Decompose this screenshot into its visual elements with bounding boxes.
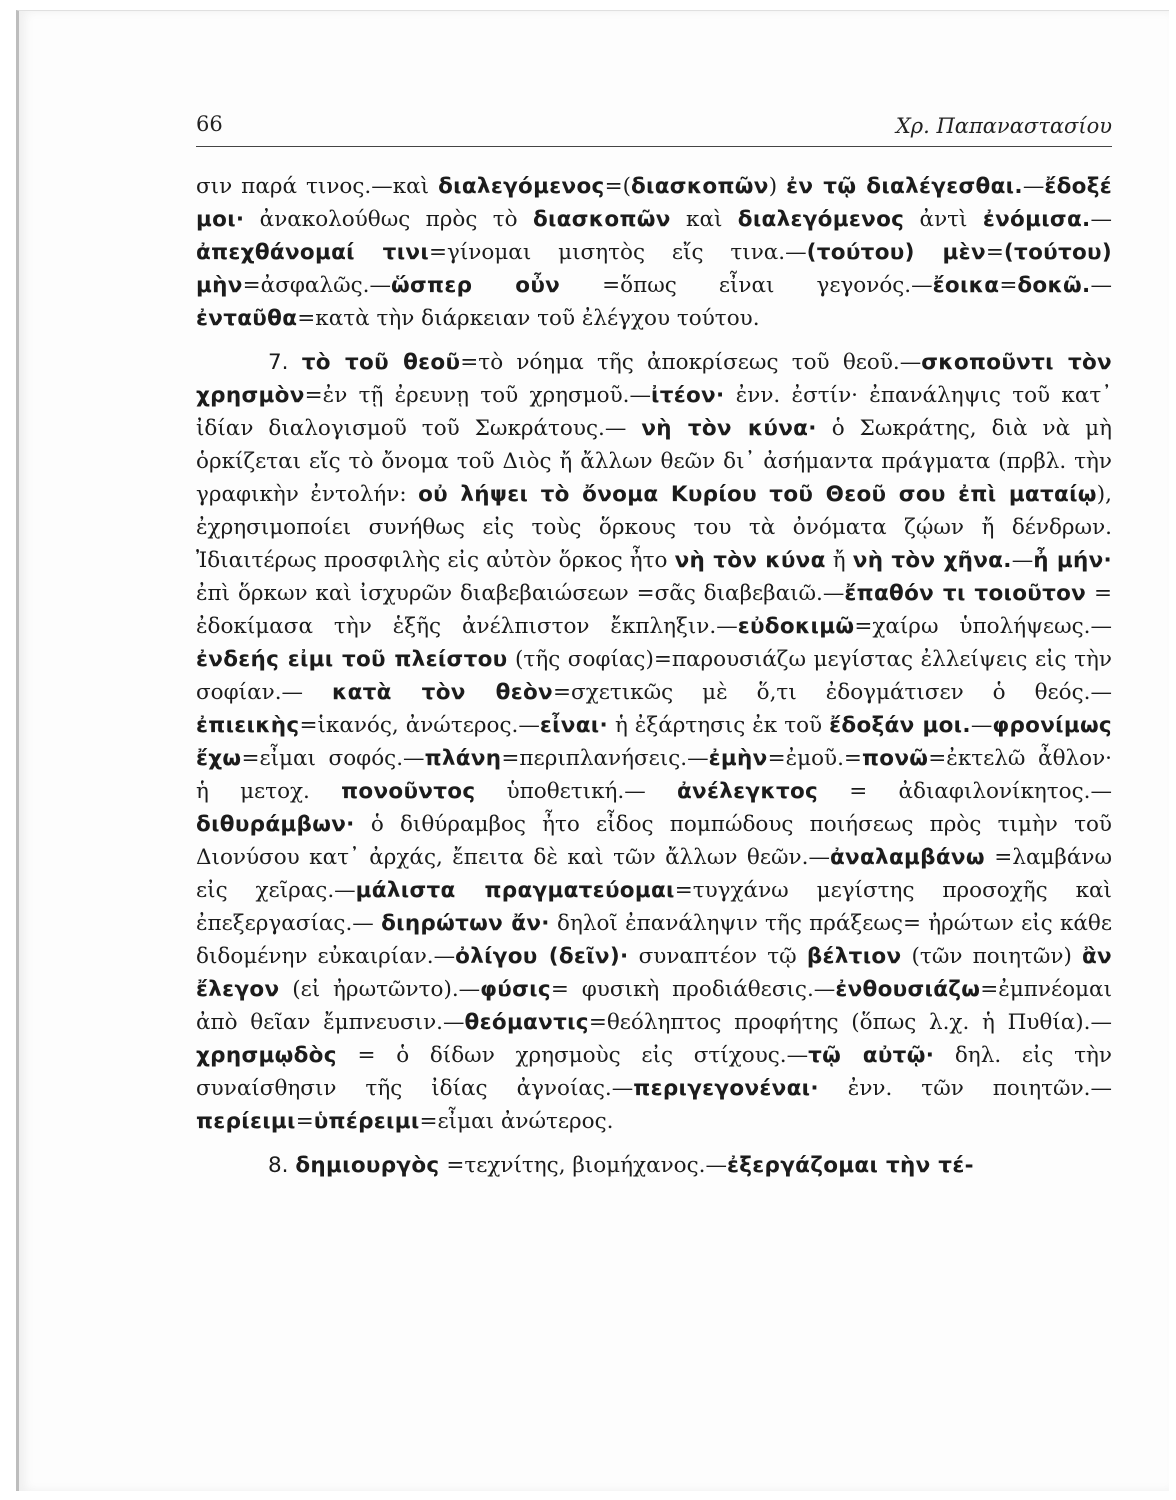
lemma: βέλτιον: [806, 944, 902, 969]
commentary: =τεχνίτης, βιομήχανος.—: [439, 1153, 727, 1178]
lemma: χρησμῳδὸς: [196, 1043, 337, 1068]
lemma: ἐνταῦθα: [196, 306, 298, 331]
lemma: νὴ τὸν χῆνα.: [852, 548, 1012, 573]
lemma: ἦ μήν·: [1033, 548, 1112, 573]
commentary: δηλ. εἰς τὴν συναίσθησιν τῆς ἰδίας ἀγνοίας.—: [196, 1043, 1112, 1101]
lemma: τῷ αὐτῷ·: [808, 1043, 935, 1068]
lemma: νὴ τὸν κύνα: [674, 548, 826, 573]
commentary: ἐπὶ ὅρκων καὶ ἰσχυρῶν διαβεβαιώσεων =σᾶς διαβεβαιῶ.—: [196, 581, 845, 606]
lemma: ἐνδεής εἰμι τοῦ πλείστου: [196, 647, 508, 672]
lemma: φρονίμως ἔχω: [196, 713, 1112, 771]
commentary: = ἐδοκίμασα τὴν ἑξῆς ἀνέλπιστον ἔκπληξιν.—: [196, 581, 1112, 639]
lemma: εἶναι·: [539, 713, 608, 738]
commentary: =εἶμαι ἀνώτερος.: [419, 1109, 614, 1134]
lemma: ἰτέον·: [651, 383, 725, 408]
commentary: —: [1090, 273, 1112, 298]
commentary: ὁ Σωκράτης, διὰ νὰ μὴ ὁρκίζεται εἴς τὸ ὄνομα τοῦ Διὸς ἤ ἄλλων θεῶν δι᾽ ἀσήμαντα πράγματα (πρβλ. τὴν γραφικὴν ἐντολήν:: [196, 416, 1112, 507]
lemma: κατὰ τὸν θεὸν: [332, 680, 553, 705]
commentary: σιν παρά τινος.—καὶ: [196, 174, 439, 199]
commentary: ὁ διθύραμβος ἦτο εἶδος πομπώδους ποιήσεως πρὸς τιμὴν τοῦ Διονύσου κατ᾽ ἀρχάς, ἔπειτα δὲ καὶ τῶν ἄλλων θεῶν.—: [196, 812, 1112, 870]
lemma: ὥσπερ οὖν: [391, 273, 561, 298]
commentary: —: [970, 713, 993, 738]
commentary: ἀντὶ: [904, 207, 983, 232]
lemma: ἐξεργάζομαι τὴν τέ-: [726, 1153, 974, 1178]
lemma: διασκοπῶν: [532, 207, 671, 232]
lemma: οὐ λήψει τὸ ὄνομα Κυρίου τοῦ Θεοῦ σου ἐπὶ ματαίῳ: [418, 482, 1097, 507]
commentary: =γίνομαι μισητὸς εἴς τινα.—: [429, 240, 807, 265]
commentary: ἀνακολούθως πρὸς τὸ: [244, 207, 533, 232]
commentary-text: [196, 170, 1112, 1193]
lemma: πλάνη: [424, 746, 502, 771]
lemma: ἐνόμισα.: [982, 207, 1091, 232]
page-number: 66: [196, 112, 223, 136]
paragraph-8: [196, 1149, 1112, 1182]
commentary: (τῆς σοφίας)=παρουσιάζω μεγίστας ἐλλείψεις εἰς τὴν σοφίαν.—: [196, 647, 1112, 705]
commentary: καὶ: [670, 207, 738, 232]
lemma: ἀναλαμβάνω: [829, 845, 985, 870]
commentary: —: [1090, 207, 1112, 232]
paragraph-number: 8.: [268, 1153, 296, 1178]
lemma: δοκῶ.: [1017, 273, 1091, 298]
lemma: ἔπαθόν τι τοιοῦτον: [844, 581, 1087, 606]
commentary: συναπτέον τῷ: [628, 944, 807, 969]
commentary: =τὸ νόημα τῆς ἀποκρίσεως τοῦ θεοῦ.—: [460, 350, 922, 375]
lemma: πονοῦντος: [341, 779, 476, 804]
commentary: =: [999, 273, 1018, 298]
commentary: ): [768, 174, 787, 199]
lemma: θεόμαντις: [464, 1010, 589, 1035]
paragraph-7: [196, 346, 1112, 1138]
commentary: =: [985, 240, 1004, 265]
lemma: ἐν τῷ διαλέγεσθαι.: [786, 174, 1023, 199]
lemma: ἂν ἔλεγον: [196, 944, 1112, 1002]
commentary: ), ἐχρησιμοποίει συνήθως εἰς τοὺς ὅρκους του τὰ ὀνόματα ζῴων ἤ δένδρων. Ἰδιαιτέρως προσφιλὴς εἰς αὐτὸν ὅρκος ἦτο: [196, 482, 1112, 573]
commentary: ἡ ἐξάρτησις ἐκ τοῦ: [607, 713, 830, 738]
lemma: ἐνθουσιάζω: [835, 977, 981, 1002]
commentary: =λαμβάνω εἰς χεῖρας.—: [196, 845, 1112, 903]
lemma: ἐμὴν: [708, 746, 768, 771]
lemma: ἔδοξέ μοι·: [196, 174, 1112, 232]
lemma: διαλεγόμενος: [438, 174, 605, 199]
lemma: σκοποῦντι τὸν χρησμὸν: [196, 350, 1112, 408]
commentary: δηλοῖ ἐπανάληψιν τῆς πράξεως= ἠρώτων εἰς κάθε διδομένην εὐκαιρίαν.—: [196, 911, 1112, 969]
commentary: =ἐμπνέομαι ἀπὸ θεῖαν ἔμπνευσιν.—: [196, 977, 1113, 1035]
lemma: (τούτου) μὲν: [806, 240, 986, 265]
page-header: [196, 112, 1112, 147]
commentary: —: [1011, 548, 1034, 573]
commentary: =ἐν τῇ ἐρευνῃ τοῦ χρησμοῦ.—: [304, 383, 652, 408]
commentary: =ἀσφαλῶς.—: [242, 273, 391, 298]
commentary: =περιπλανήσεις.—: [501, 746, 709, 771]
lemma: διαλεγόμενος: [737, 207, 905, 232]
commentary: =θεόληπτος προφήτης (ὅπως λ.χ. ἡ Πυθία).—: [588, 1010, 1113, 1035]
lemma: φύσις: [480, 977, 551, 1002]
lemma: διασκοπῶν: [630, 174, 769, 199]
lemma: εὐδοκιμῶ: [737, 614, 855, 639]
commentary: ἐνν. τῶν ποιητῶν.—: [818, 1076, 1112, 1101]
paragraph-continuation: [196, 170, 1112, 335]
lemma: διθυράμβων·: [196, 812, 355, 837]
commentary: ἤ: [825, 548, 853, 573]
running-head: Χρ. Παπαναστασίου: [895, 114, 1112, 138]
commentary: ὑποθετική.—: [475, 779, 677, 804]
commentary: =ὅπως εἶναι γεγονός.—: [560, 273, 933, 298]
commentary: (τῶν ποιητῶν): [901, 944, 1082, 969]
commentary: = ἀδιαφιλονίκητος.—: [818, 779, 1112, 804]
commentary: =τυγχάνω μεγίστης προσοχῆς καὶ ἐπεξεργασίας.—: [196, 878, 1112, 936]
lemma: ἀπεχθάνομαί τινι: [196, 240, 430, 265]
lemma: περίειμι: [196, 1109, 296, 1134]
lemma: ἔοικα: [932, 273, 1000, 298]
commentary: =εἶμαι σοφός.—: [241, 746, 425, 771]
commentary: =ἱκανός, ἀνώτερος.—: [299, 713, 540, 738]
lemma: ὀλίγου (δεῖν)·: [455, 944, 629, 969]
commentary: =ἐκτελῶ ἆθλον· ἡ μετοχ.: [196, 746, 1112, 804]
commentary: =χαίρω ὑπολήψεως.—: [854, 614, 1112, 639]
lemma: δημιουργὸς: [295, 1153, 440, 1178]
commentary: =κατὰ τὴν διάρκειαν τοῦ ἐλέγχου τούτου.: [297, 306, 760, 331]
commentary: = φυσικὴ προδιάθεσις.—: [550, 977, 836, 1002]
commentary: ἐνν. ἐστίν· ἐπανάληψις τοῦ κατ᾽ ἰδίαν διαλογισμοῦ τοῦ Σωκράτους.—: [196, 383, 1112, 441]
lemma: ἀνέλεγκτος: [676, 779, 819, 804]
lemma: τὸ τοῦ θεοῦ: [301, 350, 461, 375]
lemma: ἐπιεικὴς: [196, 713, 300, 738]
commentary: =(: [604, 174, 631, 199]
lemma: νὴ τὸν κύνα·: [641, 416, 817, 441]
lemma: μάλιστα πραγματεύομαι: [355, 878, 675, 903]
commentary: (εἰ ἠρωτῶντο).—: [279, 977, 481, 1002]
commentary: —: [1022, 174, 1045, 199]
lemma: ὑπέρειμι: [313, 1109, 420, 1134]
commentary: =σχετικῶς μὲ ὅ,τι ἐδογμάτισεν ὁ θεός.—: [553, 680, 1112, 705]
commentary: = ὁ δίδων χρησμοὺς εἰς στίχους.—: [336, 1043, 809, 1068]
commentary: =: [295, 1109, 314, 1134]
lemma: διηρώτων ἄν·: [381, 911, 550, 936]
commentary: =ἐμοῦ.=: [767, 746, 862, 771]
paragraph-number: 7.: [268, 350, 302, 375]
lemma: ἔδοξάν μοι.: [829, 713, 971, 738]
lemma: περιγεγονέναι·: [633, 1076, 819, 1101]
lemma: πονῶ: [861, 746, 929, 771]
lemma: (τούτου) μὴν: [196, 240, 1112, 298]
